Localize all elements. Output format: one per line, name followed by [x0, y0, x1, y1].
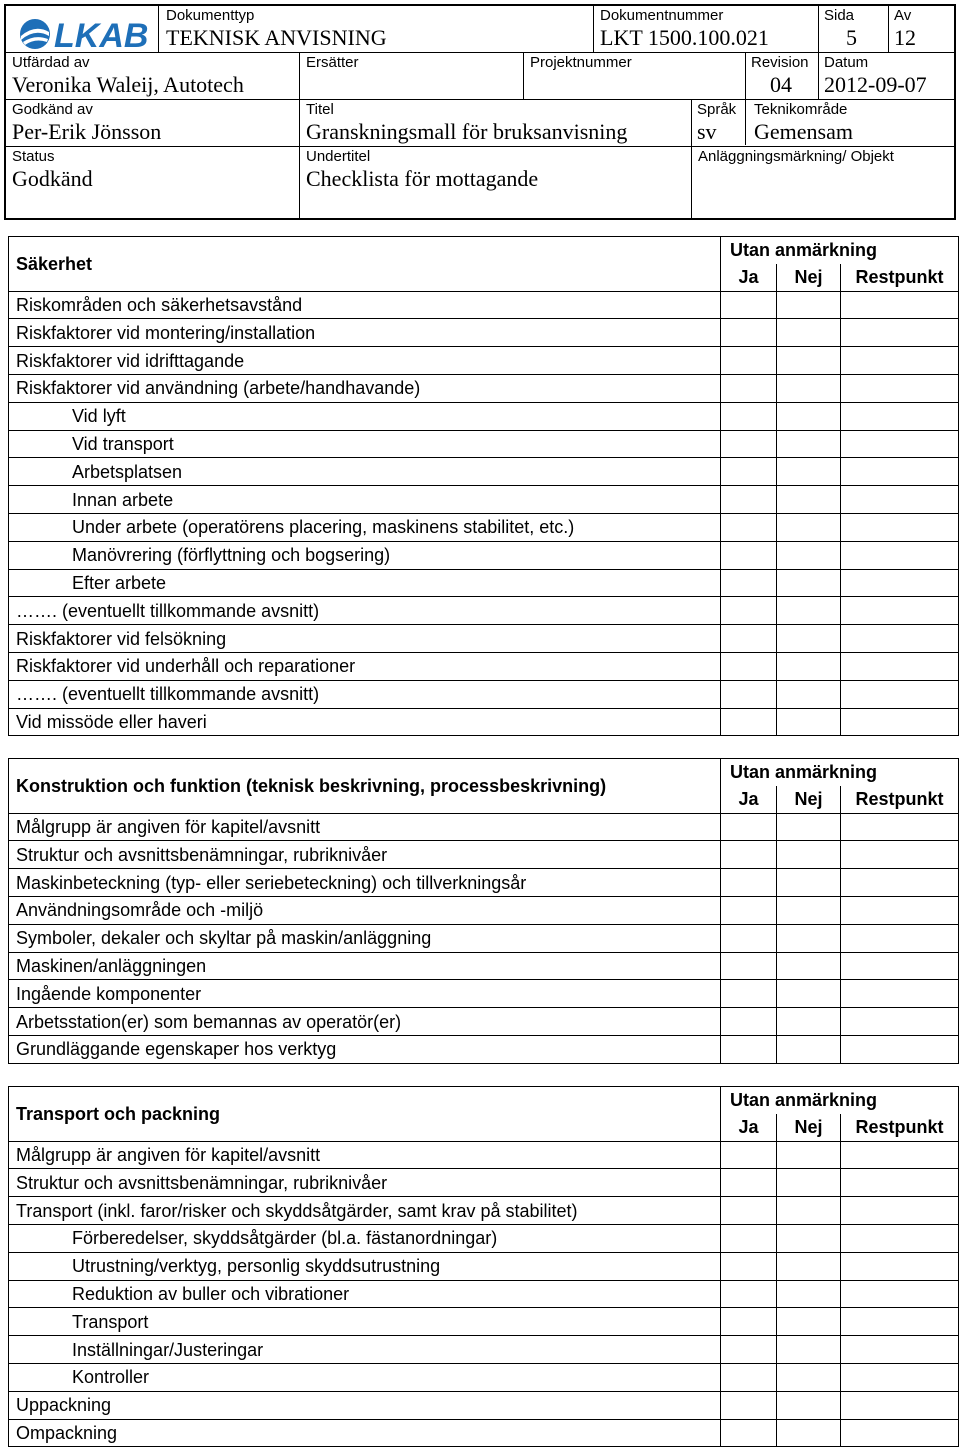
- column-header-ja: Ja: [721, 264, 777, 291]
- checkbox-ja[interactable]: [721, 513, 777, 541]
- checklist-row: [9, 1419, 959, 1447]
- checkbox-restpunkt[interactable]: [841, 813, 959, 841]
- checklist-item-text: Arbetsstation(er) som bemannas av operatör(er): [9, 1008, 721, 1036]
- checkbox-ja[interactable]: [721, 1280, 777, 1308]
- checkbox-nej[interactable]: [777, 374, 841, 402]
- checklist-row: [9, 952, 959, 980]
- checkbox-restpunkt[interactable]: [841, 347, 959, 375]
- checkbox-ja[interactable]: [721, 569, 777, 597]
- checklist-row: [9, 680, 959, 708]
- checkbox-ja[interactable]: [721, 652, 777, 680]
- sprak-value: sv: [697, 119, 717, 144]
- checkbox-nej[interactable]: [777, 1308, 841, 1336]
- column-header-nej: Nej: [777, 786, 841, 813]
- checkbox-restpunkt[interactable]: [841, 374, 959, 402]
- checklist-row: [9, 486, 959, 514]
- checkbox-ja[interactable]: [721, 458, 777, 486]
- column-header-ja: Ja: [721, 786, 777, 813]
- checkbox-restpunkt[interactable]: [841, 924, 959, 952]
- checkbox-nej[interactable]: [777, 680, 841, 708]
- checkbox-nej[interactable]: [777, 1224, 841, 1252]
- dokumentnummer-value: LKT 1500.100.021: [600, 25, 769, 50]
- checkbox-ja[interactable]: [721, 1363, 777, 1391]
- checklist-item-text: Riskfaktorer vid användning (arbete/handhavande): [9, 374, 721, 402]
- checklist-item-text: Maskinen/anläggningen: [9, 952, 721, 980]
- checkbox-restpunkt[interactable]: [841, 1141, 959, 1169]
- checkbox-ja[interactable]: [721, 1391, 777, 1419]
- checklist-row: [9, 1308, 959, 1336]
- status-value: Godkänd: [12, 166, 93, 191]
- teknikomrade-label: Teknikområde: [754, 101, 848, 118]
- dokumenttyp-value: TEKNISK ANVISNING: [166, 25, 387, 50]
- checkbox-ja[interactable]: [721, 1035, 777, 1063]
- godkand-av-label: Godkänd av: [12, 101, 93, 118]
- column-header-nej: Nej: [777, 1114, 841, 1141]
- checklist-item-text: Transport: [9, 1308, 721, 1336]
- checkbox-ja[interactable]: [721, 841, 777, 869]
- sida-label: Sida: [824, 7, 855, 24]
- section-title: Konstruktion och funktion (teknisk beskrivning, processbeskrivning): [9, 759, 721, 814]
- checkbox-ja[interactable]: [721, 374, 777, 402]
- checklist-row: [9, 1252, 959, 1280]
- checklist-item-text: Utrustning/verktyg, personlig skyddsutrustning: [9, 1252, 721, 1280]
- checkbox-nej[interactable]: [777, 625, 841, 653]
- checkbox-restpunkt[interactable]: [841, 1197, 959, 1225]
- checklist-item-text: Struktur och avsnittsbenämningar, rubriknivåer: [9, 841, 721, 869]
- checklist-row: [9, 652, 959, 680]
- column-header-ja: Ja: [721, 1114, 777, 1141]
- checkbox-ja[interactable]: [721, 1308, 777, 1336]
- lkab-logo: [18, 14, 163, 54]
- checkbox-nej[interactable]: [777, 430, 841, 458]
- checklist-item-text: Efter arbete: [9, 569, 721, 597]
- checkbox-restpunkt[interactable]: [841, 1169, 959, 1197]
- checkbox-nej[interactable]: [777, 541, 841, 569]
- checkbox-restpunkt[interactable]: [841, 319, 959, 347]
- checklist-item-text: Reduktion av buller och vibrationer: [9, 1280, 721, 1308]
- av-label: Av: [894, 7, 912, 24]
- checkbox-restpunkt[interactable]: [841, 1035, 959, 1063]
- checklist-item-text: ……. (eventuellt tillkommande avsnitt): [9, 597, 721, 625]
- checklist-item-text: Struktur och avsnittsbenämningar, rubriknivåer: [9, 1169, 721, 1197]
- checklist-row: [9, 374, 959, 402]
- checkbox-restpunkt[interactable]: [841, 980, 959, 1008]
- checklist-row: [9, 1035, 959, 1063]
- checkbox-nej[interactable]: [777, 513, 841, 541]
- checkbox-ja[interactable]: [721, 291, 777, 319]
- checklist-row: [9, 1336, 959, 1364]
- checklist-row: [9, 541, 959, 569]
- checklist-item-text: Symboler, dekaler och skyltar på maskin/anläggning: [9, 924, 721, 952]
- checkbox-nej[interactable]: [777, 347, 841, 375]
- checklist-row: [9, 291, 959, 319]
- checkbox-nej[interactable]: [777, 291, 841, 319]
- checklist-row: [9, 841, 959, 869]
- column-group-header: Utan anmärkning: [721, 759, 959, 786]
- checkbox-restpunkt[interactable]: [841, 1336, 959, 1364]
- checklist-item-text: Ompackning: [9, 1419, 721, 1447]
- checklist-item-text: Transport (inkl. faror/risker och skyddsåtgärder, samt krav på stabilitet): [9, 1197, 721, 1225]
- checklist-row: [9, 1280, 959, 1308]
- teknikomrade-value: Gemensam: [754, 119, 853, 144]
- checkbox-ja[interactable]: [721, 708, 777, 736]
- checkbox-ja[interactable]: [721, 430, 777, 458]
- checkbox-nej[interactable]: [777, 1197, 841, 1225]
- checkbox-restpunkt[interactable]: [841, 841, 959, 869]
- checkbox-nej[interactable]: [777, 924, 841, 952]
- checklist-row: [9, 458, 959, 486]
- checkbox-restpunkt[interactable]: [841, 869, 959, 897]
- checkbox-restpunkt[interactable]: [841, 1308, 959, 1336]
- checklist-section: [8, 758, 958, 1064]
- checkbox-nej[interactable]: [777, 1336, 841, 1364]
- checklist-row: [9, 430, 959, 458]
- checklist-row: [9, 625, 959, 653]
- utfardad-av-value: Veronika Waleij, Autotech: [12, 72, 244, 97]
- sprak-label: Språk: [697, 101, 737, 118]
- checkbox-nej[interactable]: [777, 319, 841, 347]
- checkbox-ja[interactable]: [721, 1197, 777, 1225]
- checklist-row: [9, 319, 959, 347]
- checklist-item-text: Manövrering (förflyttning och bogsering): [9, 541, 721, 569]
- undertitel-label: Undertitel: [306, 148, 371, 165]
- checkbox-nej[interactable]: [777, 708, 841, 736]
- checkbox-restpunkt[interactable]: [841, 652, 959, 680]
- checkbox-restpunkt[interactable]: [841, 1008, 959, 1036]
- checklist-table: [8, 236, 959, 736]
- checklist-section: [8, 1086, 958, 1447]
- checkbox-restpunkt[interactable]: [841, 569, 959, 597]
- checkbox-restpunkt[interactable]: [841, 513, 959, 541]
- column-header-restpunkt: Restpunkt: [841, 264, 959, 291]
- checkbox-ja[interactable]: [721, 1008, 777, 1036]
- checklist-row: [9, 924, 959, 952]
- checklist-item-text: Riskfaktorer vid felsökning: [9, 625, 721, 653]
- checklist-item-text: Maskinbeteckning (typ- eller seriebeteckning) och tillverkningsår: [9, 869, 721, 897]
- checklist-row: [9, 896, 959, 924]
- checkbox-restpunkt[interactable]: [841, 896, 959, 924]
- checkbox-restpunkt[interactable]: [841, 1224, 959, 1252]
- checklist-row: [9, 1008, 959, 1036]
- section-title: Säkerhet: [9, 237, 721, 292]
- checkbox-ja[interactable]: [721, 541, 777, 569]
- document-header: [4, 4, 956, 220]
- sida-value: 5: [846, 25, 857, 50]
- checkbox-ja[interactable]: [721, 680, 777, 708]
- checkbox-restpunkt[interactable]: [841, 486, 959, 514]
- checkbox-restpunkt[interactable]: [841, 1280, 959, 1308]
- checklist-row: [9, 569, 959, 597]
- checkbox-ja[interactable]: [721, 1169, 777, 1197]
- anlaggning-label: Anläggningsmärkning/ Objekt: [698, 148, 894, 165]
- checkbox-ja[interactable]: [721, 896, 777, 924]
- checklist-item-text: Ingående komponenter: [9, 980, 721, 1008]
- checkbox-ja[interactable]: [721, 1224, 777, 1252]
- checkbox-nej[interactable]: [777, 1169, 841, 1197]
- checkbox-nej[interactable]: [777, 841, 841, 869]
- checkbox-restpunkt[interactable]: [841, 1391, 959, 1419]
- titel-value: Granskningsmall för bruksanvisning: [306, 119, 628, 144]
- checklist-item-text: Arbetsplatsen: [9, 458, 721, 486]
- checkbox-restpunkt[interactable]: [841, 541, 959, 569]
- revision-label: Revision: [751, 54, 809, 71]
- section-title: Transport och packning: [9, 1087, 721, 1142]
- checkbox-restpunkt[interactable]: [841, 458, 959, 486]
- checkbox-nej[interactable]: [777, 1252, 841, 1280]
- checklist-row: [9, 813, 959, 841]
- checkbox-restpunkt[interactable]: [841, 625, 959, 653]
- checklist-item-text: Målgrupp är angiven för kapitel/avsnitt: [9, 813, 721, 841]
- godkand-av-value: Per-Erik Jönsson: [12, 119, 162, 144]
- checklist-table: [8, 1086, 959, 1447]
- checklist-row: [9, 980, 959, 1008]
- column-header-restpunkt: Restpunkt: [841, 786, 959, 813]
- checkbox-restpunkt[interactable]: [841, 402, 959, 430]
- checkbox-restpunkt[interactable]: [841, 1363, 959, 1391]
- checkbox-restpunkt[interactable]: [841, 1419, 959, 1447]
- svg-text:LKAB: LKAB: [54, 17, 149, 54]
- checkbox-nej[interactable]: [777, 1035, 841, 1063]
- checkbox-nej[interactable]: [777, 813, 841, 841]
- checkbox-ja[interactable]: [721, 924, 777, 952]
- checkbox-nej[interactable]: [777, 1280, 841, 1308]
- revision-value: 04: [770, 72, 792, 97]
- checkbox-nej[interactable]: [777, 458, 841, 486]
- titel-label: Titel: [306, 101, 334, 118]
- checkbox-ja[interactable]: [721, 347, 777, 375]
- checkbox-nej[interactable]: [777, 952, 841, 980]
- checkbox-ja[interactable]: [721, 1336, 777, 1364]
- checklist-row: [9, 1197, 959, 1225]
- checkbox-nej[interactable]: [777, 1363, 841, 1391]
- checkbox-nej[interactable]: [777, 1419, 841, 1447]
- checkbox-nej[interactable]: [777, 1141, 841, 1169]
- checklist-row: [9, 708, 959, 736]
- checklist-item-text: Riskfaktorer vid underhåll och reparationer: [9, 652, 721, 680]
- checkbox-ja[interactable]: [721, 319, 777, 347]
- checkbox-ja[interactable]: [721, 486, 777, 514]
- projektnummer-label: Projektnummer: [530, 54, 632, 71]
- checklist-row: [9, 1169, 959, 1197]
- checkbox-ja[interactable]: [721, 1419, 777, 1447]
- checklist-item-text: Riskfaktorer vid idrifttagande: [9, 347, 721, 375]
- checklist-item-text: Förberedelser, skyddsåtgärder (bl.a. fästanordningar): [9, 1224, 721, 1252]
- utfardad-av-label: Utfärdad av: [12, 54, 90, 71]
- checkbox-ja[interactable]: [721, 813, 777, 841]
- column-header-nej: Nej: [777, 264, 841, 291]
- checklist-item-text: Innan arbete: [9, 486, 721, 514]
- checkbox-ja[interactable]: [721, 1141, 777, 1169]
- checkbox-nej[interactable]: [777, 597, 841, 625]
- ersatter-label: Ersätter: [306, 54, 359, 71]
- checklist-item-text: Vid lyft: [9, 402, 721, 430]
- checkbox-nej[interactable]: [777, 569, 841, 597]
- checkbox-ja[interactable]: [721, 625, 777, 653]
- checkbox-nej[interactable]: [777, 980, 841, 1008]
- checkbox-nej[interactable]: [777, 869, 841, 897]
- dokumentnummer-label: Dokumentnummer: [600, 7, 724, 24]
- checklist-item-text: Uppackning: [9, 1391, 721, 1419]
- checklist-item-text: Målgrupp är angiven för kapitel/avsnitt: [9, 1141, 721, 1169]
- status-label: Status: [12, 148, 55, 165]
- checkbox-nej[interactable]: [777, 1008, 841, 1036]
- datum-value: 2012-09-07: [824, 72, 927, 97]
- checkbox-ja[interactable]: [721, 1252, 777, 1280]
- checklist-item-text: Kontroller: [9, 1363, 721, 1391]
- checklist-row: [9, 1391, 959, 1419]
- column-group-header: Utan anmärkning: [721, 1087, 959, 1114]
- column-header-restpunkt: Restpunkt: [841, 1114, 959, 1141]
- checklist-item-text: Inställningar/Justeringar: [9, 1336, 721, 1364]
- checkbox-ja[interactable]: [721, 980, 777, 1008]
- checklist-row: [9, 869, 959, 897]
- checklist-item-text: Vid missöde eller haveri: [9, 708, 721, 736]
- dokumenttyp-label: Dokumenttyp: [166, 7, 255, 24]
- checkbox-nej[interactable]: [777, 896, 841, 924]
- checkbox-restpunkt[interactable]: [841, 1252, 959, 1280]
- checklist-item-text: Grundläggande egenskaper hos verktyg: [9, 1035, 721, 1063]
- checklist-section: [8, 236, 958, 736]
- checklist-row: [9, 1141, 959, 1169]
- column-group-header: Utan anmärkning: [721, 237, 959, 264]
- checklist-item-text: Under arbete (operatörens placering, maskinens stabilitet, etc.): [9, 513, 721, 541]
- checkbox-nej[interactable]: [777, 652, 841, 680]
- checklist-item-text: Vid transport: [9, 430, 721, 458]
- checklist-item-text: Riskområden och säkerhetsavstånd: [9, 291, 721, 319]
- checklist-row: [9, 513, 959, 541]
- checkbox-restpunkt[interactable]: [841, 430, 959, 458]
- checkbox-restpunkt[interactable]: [841, 680, 959, 708]
- checkbox-ja[interactable]: [721, 869, 777, 897]
- checklist-item-text: Användningsområde och -miljö: [9, 896, 721, 924]
- checkbox-nej[interactable]: [777, 486, 841, 514]
- checklist-item-text: ……. (eventuellt tillkommande avsnitt): [9, 680, 721, 708]
- checkbox-nej[interactable]: [777, 402, 841, 430]
- checklist-row: [9, 597, 959, 625]
- checkbox-ja[interactable]: [721, 952, 777, 980]
- checkbox-restpunkt[interactable]: [841, 597, 959, 625]
- checklist-row: [9, 1363, 959, 1391]
- checklist-row: [9, 402, 959, 430]
- checkbox-restpunkt[interactable]: [841, 952, 959, 980]
- checkbox-restpunkt[interactable]: [841, 708, 959, 736]
- undertitel-value: Checklista för mottagande: [306, 166, 539, 191]
- checklist-row: [9, 347, 959, 375]
- checkbox-ja[interactable]: [721, 402, 777, 430]
- checkbox-restpunkt[interactable]: [841, 291, 959, 319]
- checkbox-ja[interactable]: [721, 597, 777, 625]
- av-value: 12: [894, 25, 916, 50]
- datum-label: Datum: [824, 54, 869, 71]
- checkbox-nej[interactable]: [777, 1391, 841, 1419]
- checklist-row: [9, 1224, 959, 1252]
- checklist-item-text: Riskfaktorer vid montering/installation: [9, 319, 721, 347]
- checklist-table: [8, 758, 959, 1064]
